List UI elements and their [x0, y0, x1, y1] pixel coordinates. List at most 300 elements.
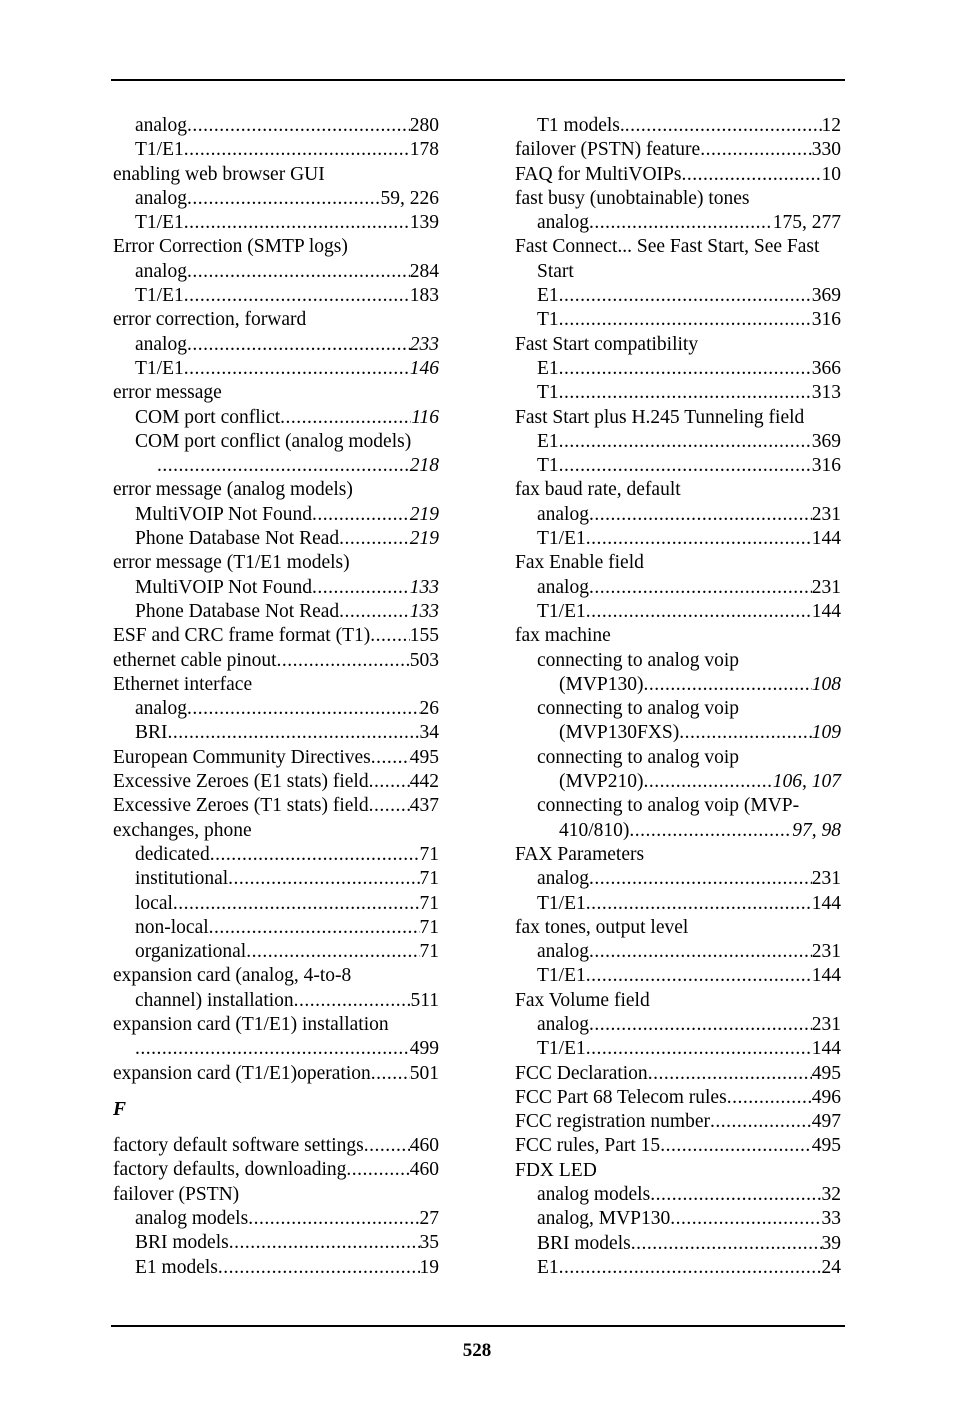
index-entry [515, 819, 841, 843]
index-term: error correction, forward [113, 309, 307, 331]
index-term: analog models [135, 1208, 249, 1230]
index-term: T1/E1 [135, 212, 184, 234]
index-term: Fax Enable field [515, 552, 644, 574]
page-reference: 19 [419, 1256, 439, 1278]
index-term: failover (PSTN) [113, 1183, 240, 1205]
index-entry [113, 333, 439, 357]
index-entry [515, 406, 841, 430]
dot-leader [589, 503, 812, 527]
index-term: analog [135, 187, 187, 209]
index-term: (MVP130) [559, 673, 644, 695]
dot-leader [559, 381, 812, 405]
index-entry [515, 940, 841, 964]
index-term: dedicated [135, 843, 210, 865]
index-entry [113, 503, 439, 527]
index-term: T1/E1 [537, 1038, 586, 1060]
dot-leader [339, 527, 410, 551]
index-term: fax machine [515, 625, 611, 647]
index-term: Fast Start plus H.245 Tunneling field [515, 406, 805, 428]
index-term: Fast Connect... See Fast Start, See Fast [515, 236, 820, 258]
index-term: T1/E1 [135, 285, 184, 307]
dot-leader [312, 503, 410, 527]
index-term: error message [113, 382, 222, 404]
index-entry [113, 697, 439, 721]
dot-leader [559, 284, 812, 308]
dot-leader [369, 794, 410, 818]
page-reference: 144 [811, 965, 841, 987]
page-reference: 495 [409, 746, 439, 768]
index-entry [515, 916, 841, 940]
index-entry [113, 940, 439, 964]
index-term: E1 [537, 430, 559, 452]
page-reference: 219 [409, 503, 439, 525]
index-entry [113, 114, 439, 138]
page-reference: 231 [811, 1013, 841, 1035]
index-term: analog [537, 503, 589, 525]
page-reference: 495 [811, 1135, 841, 1157]
page-reference: 369 [811, 285, 841, 307]
index-entry [113, 163, 439, 187]
page-reference: 330 [811, 139, 841, 161]
index-entry [113, 794, 439, 818]
index-term: T1 [537, 455, 559, 477]
index-entry [515, 114, 841, 138]
section-letter: F [113, 1098, 127, 1120]
index-term: E1 [537, 1256, 559, 1278]
index-term: FAQ for MultiVOIPs [515, 163, 682, 185]
index-term: analog [537, 941, 589, 963]
index-term: E1 [537, 285, 559, 307]
page-reference: 71 [419, 941, 439, 963]
index-term: expansion card (T1/E1) installation [113, 1013, 389, 1035]
index-term: Phone Database Not Read [135, 528, 340, 550]
index-entry [515, 381, 841, 405]
dot-leader [339, 600, 410, 624]
index-entry [113, 1207, 439, 1231]
index-term: expansion card (T1/E1)operation [113, 1062, 371, 1084]
index-entry [113, 600, 439, 624]
dot-leader [589, 867, 812, 891]
index-term: analog [537, 576, 589, 598]
dot-leader [157, 454, 410, 478]
dot-leader [589, 940, 812, 964]
index-entry [113, 649, 439, 673]
index-entry [113, 576, 439, 600]
page-reference: 71 [419, 892, 439, 914]
page-reference: 231 [811, 576, 841, 598]
index-entry [515, 697, 841, 721]
index-term: fast busy (unobtainable) tones [515, 187, 750, 209]
dot-leader [370, 624, 410, 648]
index-entry [515, 989, 841, 1013]
index-entry [515, 770, 841, 794]
index-entry [515, 576, 841, 600]
index-term: Error Correction (SMTP logs) [113, 236, 348, 258]
dot-leader [727, 1086, 812, 1110]
dot-leader [660, 1134, 812, 1158]
dot-leader [280, 406, 411, 430]
index-entry [515, 235, 841, 259]
index-entry [113, 406, 439, 430]
index-term: fax baud rate, default [515, 479, 681, 501]
page-reference: 497 [811, 1111, 841, 1133]
page-reference: 183 [409, 285, 439, 307]
index-term: European Community Directives [113, 746, 371, 768]
index-entry [515, 964, 841, 988]
index-term: FCC Part 68 Telecom rules [515, 1086, 727, 1108]
dot-leader [184, 211, 410, 235]
index-term: ESF and CRC frame format (T1) [113, 625, 371, 647]
index-term: T1 models. [537, 115, 625, 136]
index-entry [113, 892, 439, 916]
dot-leader [625, 114, 822, 138]
index-entry [515, 1086, 841, 1110]
index-entry [515, 843, 841, 867]
dot-leader [168, 721, 420, 745]
index-entry [515, 1256, 841, 1280]
index-term: (MVP210) [559, 771, 644, 793]
index-term: BRI [135, 722, 168, 744]
index-term: connecting to analog voip [537, 698, 739, 720]
index-entry [113, 746, 439, 770]
index-entry [113, 551, 439, 575]
index-entry [113, 867, 439, 891]
index-term: Excessive Zeroes (T1 stats) field [113, 795, 369, 817]
page-reference: 144 [811, 892, 841, 914]
index-entry [113, 989, 439, 1013]
index-term: organizational [135, 941, 247, 963]
index-term: channel) installation [135, 989, 294, 1011]
index-term: expansion card (analog, 4-to-8 [113, 965, 352, 987]
index-entry [515, 1207, 841, 1231]
index-term: non-local [135, 916, 209, 938]
index-entry [113, 1134, 439, 1158]
page-reference: 139 [409, 212, 439, 234]
index-entry [515, 673, 841, 697]
dot-leader [589, 576, 812, 600]
page-reference: 106, 107 [772, 771, 841, 793]
page-reference: 178 [409, 139, 439, 161]
index-term: ethernet cable pinout [113, 649, 277, 671]
index-entry [113, 1158, 439, 1182]
header-rule [111, 79, 845, 81]
page-reference: 231 [811, 868, 841, 890]
index-entry [113, 624, 439, 648]
page-reference: 144 [811, 600, 841, 622]
index-entry [113, 770, 439, 794]
dot-leader [184, 138, 410, 162]
index-entry [515, 794, 841, 818]
page-reference: 144 [811, 528, 841, 550]
page-reference: 175, 277 [772, 212, 841, 234]
index-entry [113, 1231, 439, 1255]
index-term: analog [135, 333, 187, 355]
page-reference: 35 [419, 1232, 439, 1254]
dot-leader [559, 454, 812, 478]
index-entry [113, 1013, 439, 1037]
index-entry [113, 454, 439, 478]
page-reference: 10 [821, 163, 841, 185]
index-entry [113, 430, 439, 454]
page-reference: 284 [409, 260, 439, 282]
index-term: analog [135, 260, 187, 282]
index-term: analog models [537, 1184, 651, 1206]
dot-leader [670, 1207, 821, 1231]
index-term: analog, MVP130 [537, 1208, 671, 1230]
dot-leader [559, 430, 812, 454]
index-term: error message (T1/E1 models) [113, 552, 350, 574]
index-column-left [113, 114, 439, 1280]
index-term: connecting to analog voip [537, 649, 739, 671]
page-reference: 511 [410, 989, 439, 1011]
dot-leader [294, 989, 411, 1013]
index-entry [515, 1134, 841, 1158]
dot-leader [187, 114, 410, 138]
index-term: factory default software settings [113, 1135, 364, 1157]
index-term: analog [537, 212, 589, 234]
page-reference: 71 [419, 843, 439, 865]
page-reference: 313 [811, 382, 841, 404]
dot-leader [277, 649, 410, 673]
page-reference: 97, 98 [792, 819, 841, 841]
index-entry [515, 138, 841, 162]
index-entry [515, 454, 841, 478]
index-entry [515, 867, 841, 891]
dot-leader [629, 819, 792, 843]
dot-leader [312, 576, 410, 600]
dot-leader [589, 211, 773, 235]
dot-leader [648, 1062, 812, 1086]
index-entry [113, 478, 439, 502]
index-term: enabling web browser GUI [113, 163, 325, 185]
index-term: failover (PSTN) feature [515, 139, 701, 161]
page-reference: 108 [811, 673, 841, 695]
index-entry [515, 721, 841, 745]
dot-leader [369, 770, 410, 794]
dot-leader [644, 770, 773, 794]
index-term: FAX Parameters [515, 843, 645, 865]
page-reference: 33 [821, 1208, 841, 1230]
page-reference: 133 [409, 576, 439, 598]
index-term: COM port conflict [135, 406, 281, 428]
dot-leader [187, 697, 420, 721]
index-term: T1 [537, 382, 559, 404]
dot-leader [210, 843, 420, 867]
page-reference: 32 [821, 1184, 841, 1206]
index-term: T1 [537, 309, 559, 331]
dot-leader [184, 357, 410, 381]
page-reference: 24 [821, 1256, 841, 1278]
page-reference: 499 [409, 1038, 439, 1060]
page-reference: 316 [811, 455, 841, 477]
index-term: Start [537, 260, 574, 282]
page-reference: 231 [811, 503, 841, 525]
index-entry [113, 381, 439, 405]
page-reference: 231 [811, 941, 841, 963]
dot-leader [246, 940, 419, 964]
index-term: analog [537, 1013, 589, 1035]
index-term: T1/E1 [135, 139, 184, 161]
index-term: MultiVOIP Not Found [135, 576, 312, 598]
index-term: E1 [537, 357, 559, 379]
index-entry [515, 284, 841, 308]
page-reference: 34 [419, 722, 439, 744]
page-reference: 146 [409, 357, 439, 379]
dot-leader [173, 892, 420, 916]
index-entry [113, 916, 439, 940]
dot-leader [559, 1256, 822, 1280]
index-term: analog [135, 115, 187, 136]
page-reference: 442 [409, 771, 439, 793]
dot-leader [586, 1037, 812, 1061]
index-term: analog [135, 698, 187, 720]
dot-leader [135, 1037, 410, 1061]
index-term: fax tones, output level [515, 916, 689, 938]
index-entry [113, 187, 439, 211]
page-reference: 496 [811, 1086, 841, 1108]
dot-leader [187, 187, 381, 211]
page-reference: 233 [409, 333, 439, 355]
index-term: connecting to analog voip (MVP- [537, 795, 800, 817]
index-entry [515, 357, 841, 381]
dot-leader [586, 892, 812, 916]
index-entry [113, 211, 439, 235]
index-entry [515, 503, 841, 527]
index-entry [515, 600, 841, 624]
index-entry [515, 211, 841, 235]
dot-leader [187, 333, 410, 357]
dot-leader [371, 746, 410, 770]
dot-leader [586, 527, 812, 551]
index-entry [113, 260, 439, 284]
index-column-right [515, 114, 841, 1280]
index-term: FDX LED [515, 1159, 597, 1181]
index-term: MultiVOIP Not Found [135, 503, 312, 525]
page-reference: 460 [409, 1135, 439, 1157]
page-reference: 503 [409, 649, 439, 671]
index-entry [515, 551, 841, 575]
page-reference: 109 [811, 722, 841, 744]
index-term: FCC Declaration [515, 1062, 648, 1084]
index-term: local [135, 892, 173, 914]
dot-leader [218, 1256, 420, 1280]
index-entry [515, 624, 841, 648]
index-term: FCC registration number [515, 1111, 710, 1133]
index-entry [113, 357, 439, 381]
index-entry [515, 260, 841, 284]
index-term: 410/810) [559, 819, 630, 841]
page-reference: 316 [811, 309, 841, 331]
index-entry [515, 187, 841, 211]
index-term: T1/E1 [537, 600, 586, 622]
index-entry [113, 721, 439, 745]
index-entry [113, 1183, 439, 1207]
index-entry [515, 308, 841, 332]
index-entry [515, 1013, 841, 1037]
dot-leader [346, 1158, 409, 1182]
dot-leader [209, 916, 420, 940]
index-term: Fast Start compatibility [515, 333, 699, 355]
index-term: BRI models [537, 1232, 631, 1254]
index-term: T1/E1 [537, 892, 586, 914]
index-entry [515, 527, 841, 551]
dot-leader [228, 867, 419, 891]
dot-leader [559, 357, 812, 381]
page-reference: 460 [409, 1159, 439, 1181]
index-term: Ethernet interface [113, 673, 253, 695]
index-term: institutional [135, 868, 229, 890]
index-term: T1/E1 [537, 528, 586, 550]
index-term: COM port conflict (analog models) [135, 430, 412, 452]
dot-leader [681, 163, 821, 187]
index-term: T1/E1 [537, 965, 586, 987]
dot-leader [710, 1110, 812, 1134]
index-entry [515, 892, 841, 916]
page-reference: 59, 226 [380, 187, 439, 209]
dot-leader [586, 600, 812, 624]
page-reference: 71 [419, 868, 439, 890]
page-reference: 27 [419, 1208, 439, 1230]
index-entry [113, 1037, 439, 1061]
index-entry [515, 1110, 841, 1134]
dot-leader [364, 1134, 410, 1158]
index-entry [113, 964, 439, 988]
page-reference: 501 [409, 1062, 439, 1084]
index-term: BRI models [135, 1232, 229, 1254]
dot-leader [371, 1062, 410, 1086]
page-reference: 155 [409, 625, 439, 647]
page-reference: 26 [419, 698, 439, 720]
index-entry [515, 1232, 841, 1256]
page-reference: 116 [411, 406, 439, 428]
index-term: Fax Volume field [515, 989, 650, 1011]
index-entry [515, 333, 841, 357]
index-entry [515, 1183, 841, 1207]
index-term: Excessive Zeroes (E1 stats) field [113, 771, 369, 793]
page-reference: 219 [409, 528, 439, 550]
index-entry [515, 1062, 841, 1086]
page-reference: 12 [821, 115, 841, 136]
dot-leader [586, 964, 812, 988]
dot-leader [644, 673, 812, 697]
index-term: E1 models [135, 1256, 218, 1278]
page-reference: 133 [409, 600, 439, 622]
index-term: FCC rules, Part 15 [515, 1135, 661, 1157]
index-term: exchanges, phone [113, 819, 252, 841]
dot-leader [650, 1183, 821, 1207]
index-entry [113, 527, 439, 551]
index-entry [113, 1256, 439, 1280]
page-reference: 280 [409, 115, 439, 136]
page-reference: 144 [811, 1038, 841, 1060]
index-entry [113, 308, 439, 332]
dot-leader [679, 721, 811, 745]
index-term: analog [537, 868, 589, 890]
page-reference: 366 [811, 357, 841, 379]
page-reference: 39 [821, 1232, 841, 1254]
index-entry [113, 235, 439, 259]
dot-leader [248, 1207, 419, 1231]
index-entry [515, 649, 841, 673]
index-entry [113, 1062, 439, 1086]
dot-leader [184, 284, 410, 308]
index-term: error message (analog models) [113, 479, 353, 501]
dot-leader [559, 308, 812, 332]
index-term: Phone Database Not Read [135, 600, 340, 622]
page-number: 528 [462, 1340, 492, 1361]
index-entry [515, 1037, 841, 1061]
dot-leader [229, 1231, 420, 1255]
